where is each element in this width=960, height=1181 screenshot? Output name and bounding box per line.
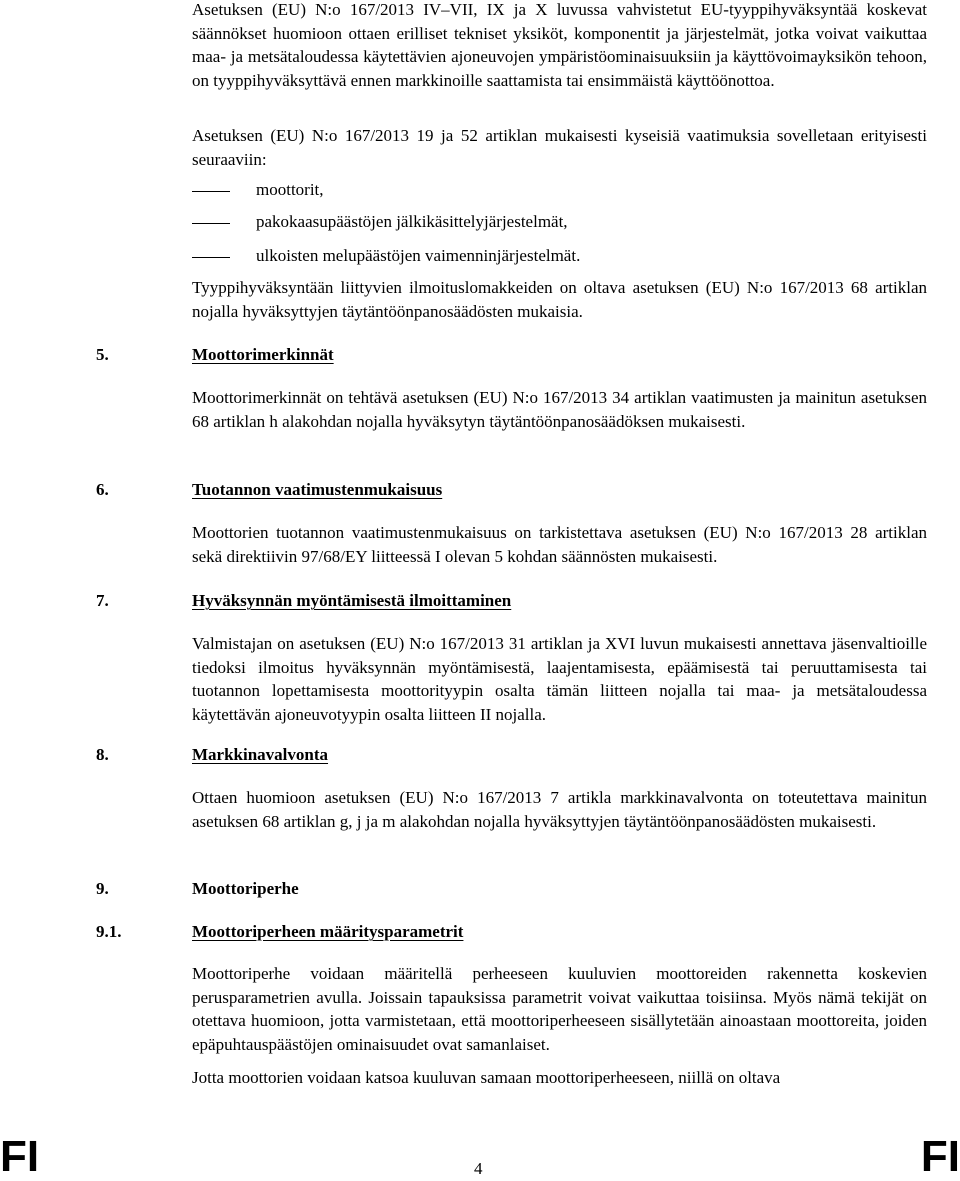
section-title: Hyväksynnän myöntämisestä ilmoittaminen bbox=[192, 591, 512, 610]
dash-bullet bbox=[192, 223, 230, 224]
section-6-body: Moottorien tuotannon vaatimustenmukaisuus on tarkistettava asetuksen (EU) N:o 167/2013 28 artiklan sekä direktiivin 97/68/EY liitteessä I olevan 5 kohdan säännösten mukaisesti. bbox=[192, 523, 927, 566]
section-title: Markkinavalvonta bbox=[192, 745, 329, 764]
dash-bullet bbox=[192, 257, 230, 258]
list-item: ulkoisten melupäästöjen vaimenninjärjestelmät. bbox=[192, 244, 580, 267]
paragraph-requirements-apply: Asetuksen (EU) N:o 167/2013 19 ja 52 artiklan mukaisesti kyseisiä vaatimuksia sovelletaan erityisesti seuraaviin: bbox=[192, 126, 927, 169]
list-item: pakokaasupäästöjen jälkikäsittelyjärjestelmät, bbox=[192, 210, 568, 233]
section-7-body: Valmistajan on asetuksen (EU) N:o 167/2013 31 artiklan ja XVI luvun mukaisesti annettava jäsenvaltioille tiedoksi ilmoitus hyväksynnän myöntämisestä, laajentamisesta, epäämisestä tai peruuttamisesta tai tuotannon lopettamisesta moottorityypin osalta tämän liitteen nojalla tai maa- ja metsätaloudessa käytettävän ajoneuvotyypin osalta liitteen II nojalla. bbox=[192, 634, 927, 724]
dash-bullet bbox=[192, 191, 230, 192]
section-title: Moottoriperheen määritysparametrit bbox=[192, 922, 464, 941]
paragraph-information-forms: Tyyppihyväksyntään liittyvien ilmoituslomakkeiden on oltava asetuksen (EU) N:o 167/2013 68 artiklan nojalla hyväksyttyjen täytäntöönpanosäädösten mukaisia. bbox=[192, 278, 927, 321]
section-9-1-body: Moottoriperhe voidaan määritellä perheeseen kuuluvien moottoreiden rakennetta koskevien perusparametrien avulla. Joissain tapauksissa parametrit voivat vaikuttaa toisiinsa. Myös nämä tekijät on otettava huomioon, jotta varmistetaan, että moottoriperheeseen sisällytetään ainoastaan moottoreita, joiden epäpuhtauspäästöjen ominaisuudet ovat samanlaiset. bbox=[192, 964, 927, 1054]
section-title: Moottorimerkinnät bbox=[192, 345, 334, 364]
section-8-body: Ottaen huomioon asetuksen (EU) N:o 167/2013 7 artikla markkinavalvonta on toteutettava mainitun asetuksen 68 artiklan g, j ja m alakohdan nojalla hyväksyttyjen täytäntöönpanosäädösten mukaisesti. bbox=[192, 788, 927, 831]
section-number: 7. bbox=[96, 591, 109, 610]
section-number: 8. bbox=[96, 745, 109, 764]
section-title: Tuotannon vaatimustenmukaisuus bbox=[192, 480, 443, 499]
section-number: 6. bbox=[96, 480, 109, 499]
section-number: 5. bbox=[96, 345, 109, 364]
footer-language-right: FI bbox=[920, 1132, 960, 1181]
footer-language-left: FI bbox=[0, 1132, 40, 1181]
list-item: moottorit, bbox=[192, 178, 324, 201]
section-number: 9. bbox=[96, 879, 109, 898]
page-number: 4 bbox=[474, 1159, 483, 1178]
paragraph-type-approval-intro: Asetuksen (EU) N:o 167/2013 IV–VII, IX ja X luvussa vahvistetut EU-tyyppihyväksyntää koskevat säännökset huomioon ottaen erilliset tekniset yksiköt, komponentit ja järjestelmät, jotka voivat vaikuttaa maa- ja metsätaloudessa käytettävien ajoneuvojen ympäristöominaisuuksiin ja käyttövoimayksikön tehoon, on tyyppihyväksyttävä ennen markkinoille saattamista tai ensimmäistä käyttöönottoa. bbox=[192, 0, 927, 90]
section-9-1-body-continued: Jotta moottorien voidaan katsoa kuuluvan samaan moottoriperheeseen, niillä on oltava bbox=[192, 1068, 781, 1087]
section-number: 9.1. bbox=[96, 922, 122, 941]
section-title: Moottoriperhe bbox=[192, 879, 299, 898]
section-5-body: Moottorimerkinnät on tehtävä asetuksen (EU) N:o 167/2013 34 artiklan vaatimusten ja mainitun asetuksen 68 artiklan h alakohdan nojalla hyväksytyn täytäntöönpanosäädöksen mukaisesti. bbox=[192, 388, 927, 431]
